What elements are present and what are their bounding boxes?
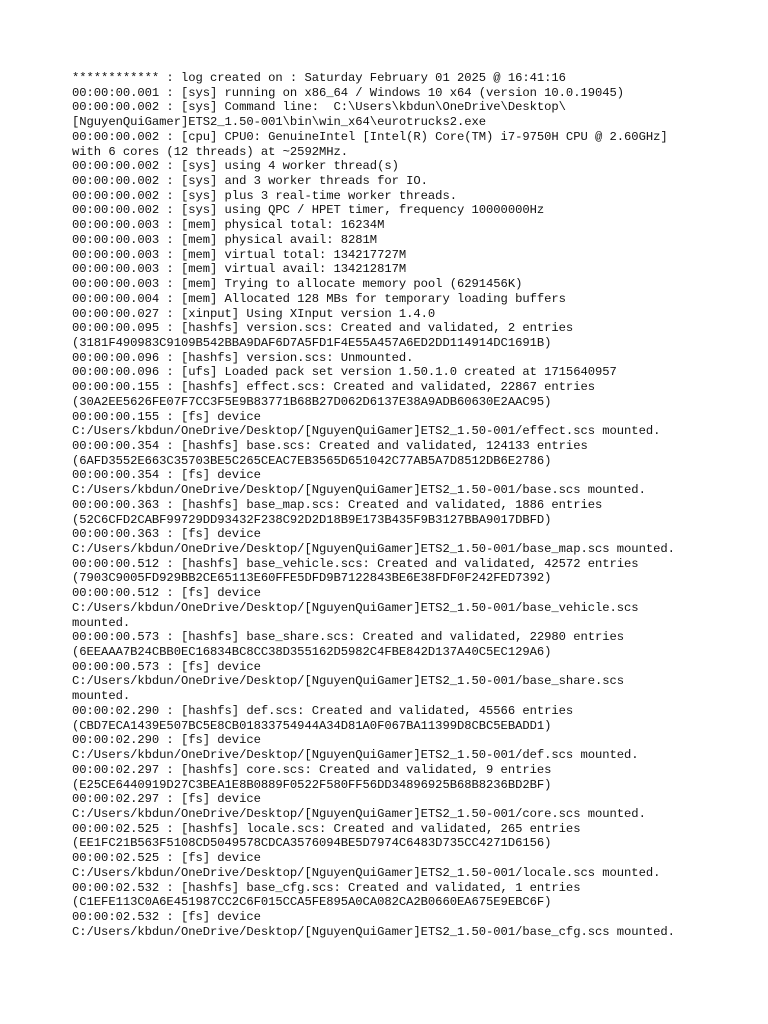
- log-line: C:/Users/kbdun/OneDrive/Desktop/[NguyenQuiGamer]ETS2_1.50-001/base_vehicle.scs: [72, 600, 639, 615]
- log-line: C:/Users/kbdun/OneDrive/Desktop/[NguyenQuiGamer]ETS2_1.50-001/base_share.scs: [72, 674, 625, 689]
- log-line: 00:00:00.363 : [fs] device: [72, 527, 261, 542]
- log-line: 00:00:00.155 : [fs] device: [72, 409, 261, 424]
- log-line: 00:00:00.512 : [hashfs] base_vehicle.scs: Created and validated, 42572 entries: [72, 556, 639, 571]
- log-line: 00:00:00.003 : [mem] physical total: 16234M: [72, 218, 385, 233]
- log-line: 00:00:00.573 : [fs] device: [72, 659, 261, 674]
- log-document: [72, 71, 712, 939]
- log-line: (EE1FC21B563F5108CD5049578CDCA3576094BE5D7974C6483D735CC4271D6156): [72, 836, 552, 851]
- log-line: (C1EFE113C0A6E451987CC2C6F015CCA5FE895A0CA082CA2B0660EA675E9EBC6F): [72, 895, 552, 910]
- log-line: mounted.: [72, 689, 131, 704]
- log-line: 00:00:00.003 : [mem] virtual avail: 134212817M: [72, 262, 407, 277]
- log-line: 00:00:00.354 : [fs] device: [72, 468, 261, 483]
- log-line: 00:00:00.001 : [sys] running on x86_64 / Windows 10 x64 (version 10.0.19045): [72, 85, 625, 100]
- log-line: 00:00:00.002 : [sys] Command line: C:\Users\kbdun\OneDrive\Desktop\: [72, 100, 566, 115]
- log-line: 00:00:00.003 : [mem] Trying to allocate memory pool (6291456K): [72, 277, 523, 292]
- log-line: 00:00:00.027 : [xinput] Using XInput version 1.4.0: [72, 306, 436, 321]
- log-line: C:/Users/kbdun/OneDrive/Desktop/[NguyenQuiGamer]ETS2_1.50-001/def.scs mounted.: [72, 748, 639, 763]
- log-line: 00:00:00.002 : [cpu] CPU0: GenuineIntel [Intel(R) Core(TM) i7-9750H CPU @ 2.60GHz]: [72, 129, 668, 144]
- log-line: 00:00:02.532 : [fs] device: [72, 909, 261, 924]
- log-line: (CBD7ECA1439E507BC5E8CB01833754944A34D81A0F067BA11399D8CBC5EBADD1): [72, 718, 552, 733]
- log-line: C:/Users/kbdun/OneDrive/Desktop/[NguyenQuiGamer]ETS2_1.50-001/effect.scs mounted.: [72, 424, 661, 439]
- log-line: (6EEAAA7B24CBB0EC16834BC8CC38D355162D5982C4FBE842D137A40C5EC129A6): [72, 645, 552, 660]
- log-line: (3181F490983C9109B542BBA9DAF6D7A5FD1F4E55A457A6ED2DD114914DC1691B): [72, 335, 552, 350]
- log-line: 00:00:02.532 : [hashfs] base_cfg.scs: Created and validated, 1 entries: [72, 880, 581, 895]
- log-line: 00:00:02.297 : [fs] device: [72, 792, 261, 807]
- log-line: 00:00:00.003 : [mem] physical avail: 8281M: [72, 232, 378, 247]
- log-line: with 6 cores (12 threads) at ~2592MHz.: [72, 144, 349, 159]
- log-line: 00:00:00.002 : [sys] using 4 worker thread(s): [72, 159, 399, 174]
- log-line: C:/Users/kbdun/OneDrive/Desktop/[NguyenQuiGamer]ETS2_1.50-001/base_cfg.scs mounted.: [72, 924, 675, 939]
- log-line: (7903C9005FD929BB2CE65113E60FFE5DFD9B7122843BE6E38FDF0F242FED7392): [72, 571, 552, 586]
- log-line: 00:00:00.002 : [sys] and 3 worker threads for IO.: [72, 174, 428, 189]
- log-line: 00:00:00.096 : [ufs] Loaded pack set version 1.50.1.0 created at 1715640957: [72, 365, 617, 380]
- log-line: 00:00:00.095 : [hashfs] version.scs: Created and validated, 2 entries: [72, 321, 574, 336]
- log-line: 00:00:00.004 : [mem] Allocated 128 MBs for temporary loading buffers: [72, 291, 566, 306]
- log-line: 00:00:00.096 : [hashfs] version.scs: Unmounted.: [72, 350, 414, 365]
- log-line: 00:00:00.003 : [mem] virtual total: 134217727M: [72, 247, 407, 262]
- log-line: (6AFD3552E663C35703BE5C265CEAC7EB3565D651042C77AB5A7D8512DB6E2786): [72, 453, 552, 468]
- log-line: (30A2EE5626FE07F7CC3F5E9B83771B68B27D062D6137E38A9ADB60630E2AAC95): [72, 394, 552, 409]
- log-line: 00:00:00.002 : [sys] using QPC / HPET timer, frequency 10000000Hz: [72, 203, 545, 218]
- log-line: 00:00:00.155 : [hashfs] effect.scs: Created and validated, 22867 entries: [72, 380, 595, 395]
- log-line: 00:00:02.290 : [hashfs] def.scs: Created and validated, 45566 entries: [72, 703, 574, 718]
- log-line: 00:00:00.354 : [hashfs] base.scs: Created and validated, 124133 entries: [72, 438, 588, 453]
- log-line: 00:00:00.363 : [hashfs] base_map.scs: Created and validated, 1886 entries: [72, 497, 603, 512]
- log-line: 00:00:02.290 : [fs] device: [72, 733, 261, 748]
- log-line: ************ : log created on : Saturday February 01 2025 @ 16:41:16: [72, 71, 566, 85]
- log-line: 00:00:02.525 : [fs] device: [72, 851, 261, 866]
- log-line: [NguyenQuiGamer]ETS2_1.50-001\bin\win_x64\eurotrucks2.exe: [72, 115, 487, 130]
- log-line: 00:00:00.002 : [sys] plus 3 real-time worker threads.: [72, 188, 457, 203]
- log-line: C:/Users/kbdun/OneDrive/Desktop/[NguyenQuiGamer]ETS2_1.50-001/base_map.scs mounted.: [72, 542, 675, 556]
- log-line: C:/Users/kbdun/OneDrive/Desktop/[NguyenQuiGamer]ETS2_1.50-001/core.scs mounted.: [72, 806, 646, 821]
- log-line: 00:00:00.573 : [hashfs] base_share.scs: Created and validated, 22980 entries: [72, 630, 625, 645]
- log-line: mounted.: [72, 615, 131, 630]
- log-line: C:/Users/kbdun/OneDrive/Desktop/[NguyenQuiGamer]ETS2_1.50-001/locale.scs mounted.: [72, 865, 661, 880]
- log-line: 00:00:02.525 : [hashfs] locale.scs: Created and validated, 265 entries: [72, 821, 581, 836]
- log-line: (52C6CFD2CABF99729DD93432F238C92D2D18B9E173B435F9B3127BBA9017DBFD): [72, 512, 552, 527]
- log-line: 00:00:02.297 : [hashfs] core.scs: Created and validated, 9 entries: [72, 762, 552, 777]
- log-line: C:/Users/kbdun/OneDrive/Desktop/[NguyenQuiGamer]ETS2_1.50-001/base.scs mounted.: [72, 483, 646, 498]
- log-line: (E25CE6440919D27C3BEA1E8B0889F0522F580FF56DD34896925B68B8236BD2BF): [72, 777, 552, 792]
- log-line: 00:00:00.512 : [fs] device: [72, 586, 261, 601]
